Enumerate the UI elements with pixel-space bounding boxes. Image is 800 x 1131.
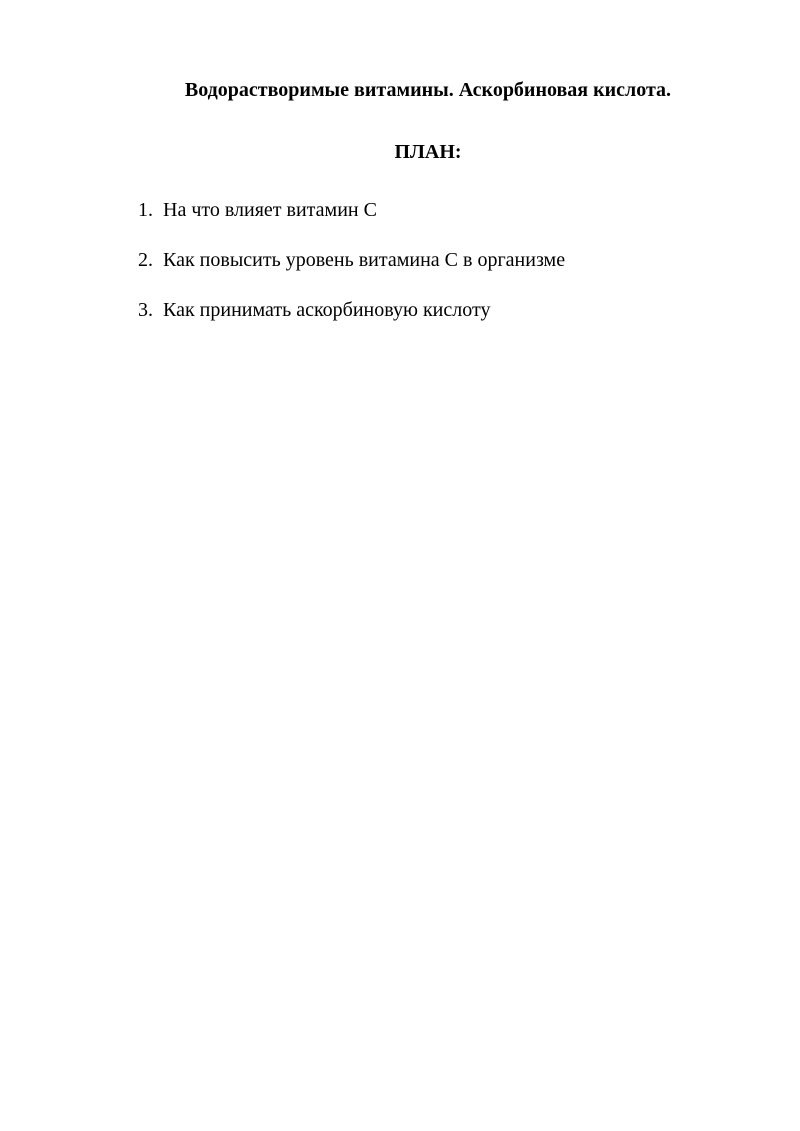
plan-item-text: Как повысить уровень витамина С в организме — [163, 249, 566, 271]
plan-item-number: 3. — [138, 299, 153, 321]
document-title: Водорастворимые витамины. Аскорбиновая кислота. — [184, 79, 672, 101]
plan-item-number: 2. — [138, 249, 153, 271]
plan-item-number: 1. — [138, 199, 153, 221]
plan-heading: ПЛАН: — [394, 141, 462, 163]
plan-list — [138, 196, 738, 346]
plan-item-3 — [138, 296, 738, 324]
plan-item-1 — [138, 196, 738, 224]
plan-item-2 — [138, 246, 738, 274]
plan-item-text: Как принимать аскорбиновую кислоту — [163, 299, 491, 321]
plan-item-text: На что влияет витамин С — [163, 199, 377, 221]
